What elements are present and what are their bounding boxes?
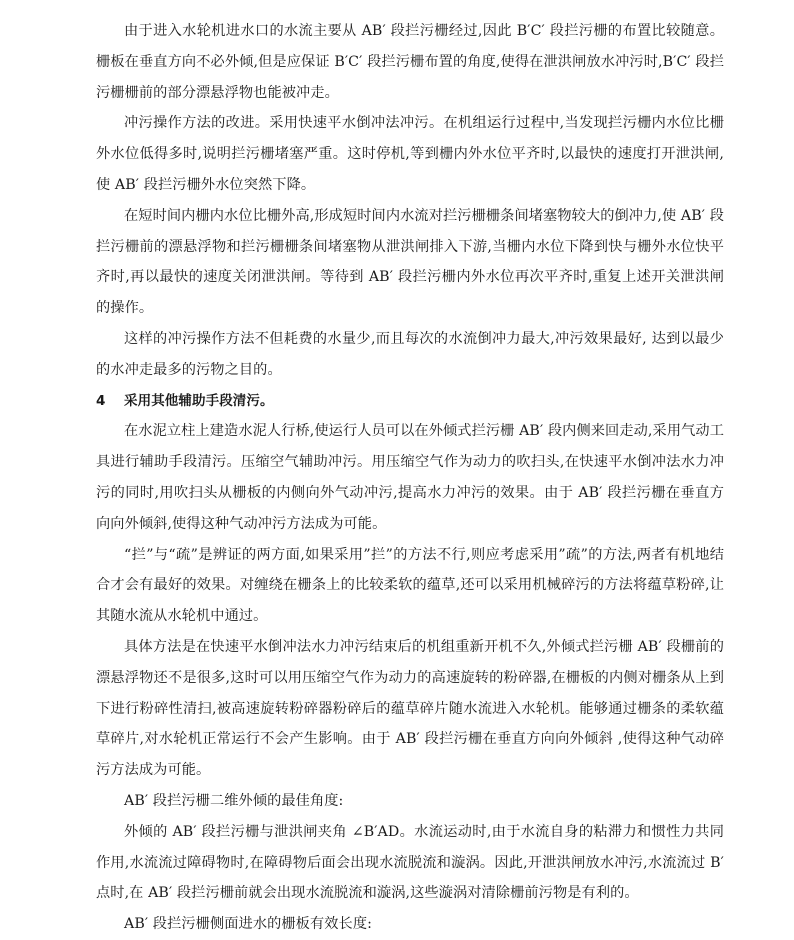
document-body (96, 0, 724, 940)
section-number: 4 (96, 392, 106, 409)
paragraph: 具体方法是在快速平水倒冲法水力冲污结束后的机组重新开机不久,外倾式拦污栅 AB′ 段栅前的漂悬浮物还不是很多,这时可以用压缩空气作为动力的高速旋转的粉碎器,在栅板的内侧对栅条从上到下进行粉碎性清扫,被高速旋转粉碎器粉碎后的蕴草碎片随水流进入水轮机。能够通过栅条的柔软蕴草碎片,对水轮机正常运行不会产生影响。由于 AB′ 段拦污栅在垂直方向向外倾斜 ,使得这种气动碎污方法成为可能。 (96, 638, 724, 779)
paragraph: 在短时间内栅内水位比栅外高,形成短时间内水流对拦污栅栅条间堵塞物较大的倒冲力,使 AB′ 段拦污栅前的漂悬浮物和拦污栅栅条间堵塞物从泄洪闸排入下游,当栅内水位下降到快与栅外水位快平齐时,再以最快的速度关闭泄洪闸。等待到 AB′ 段拦污栅内外水位再次平齐时,重复上述开关泄洪闸的操作。 (96, 207, 724, 317)
section-heading (96, 386, 724, 417)
paragraph: 这样的冲污操作方法不但耗费的水量少,而且每次的水流倒冲力最大,冲污效果最好, 达到以最少的水冲走最多的污物之目的。 (96, 330, 724, 378)
paragraph: AB′ 段拦污栅侧面进水的栅板有效长度: (124, 916, 372, 933)
paragraph: 冲污操作方法的改进。采用快速平水倒冲法冲污。在机组运行过程中,当发现拦污栅内水位比栅外水位低得多时,说明拦污栅堵塞严重。这时停机,等到栅内外水位平齐时,以最快的速度打开泄洪闸,使 AB′ 段拦污栅外水位突然下降。 (96, 115, 724, 193)
paragraph: 在水泥立柱上建造水泥人行桥,使运行人员可以在外倾式拦污栅 AB′ 段内侧来回走动,采用气动工具进行辅助手段清污。压缩空气辅助冲污。用压缩空气作为动力的吹扫头,在快速平水倒冲法水力冲污的同时,用吹扫头从栅板的内侧向外气动冲污,提高水力冲污的效果。由于 AB′ 段拦污栅在垂直方向向外倾斜,使得这种气动冲污方法成为可能。 (96, 423, 724, 532)
paragraph: “拦”与“疏”是辨证的两方面,如果采用”拦”的方法不行,则应考虑采用”疏”的方法,两者有机地结合才会有最好的效果。对缠绕在栅条上的比较柔软的蕴草,还可以采用机械碎污的方法将蕴草粉碎,让其随水流从水轮机中通过。 (96, 546, 724, 625)
paragraph: 外倾的 AB′ 段拦污栅与泄洪闸夹角 ∠B′AD。水流运动时,由于水流自身的粘滞力和惯性力共同作用,水流流过障碍物时,在障碍物后面会出现水流脱流和漩涡。因此,开泄洪闸放水冲污,水流流过 B′ 点时,在 AB′ 段拦污栅前就会出现水流脱流和漩涡,这些漩涡对清除栅前污物是有利的。 (96, 823, 724, 902)
paragraph: AB′ 段拦污栅二维外倾的最佳角度: (124, 792, 344, 809)
paragraph: 由于进入水轮机进水口的水流主要从 AB′ 段拦污栅经过,因此 B′C′ 段拦污栅的布置比较随意。栅板在垂直方向不必外倾,但是应保证 B′C′ 段拦污栅布置的角度,使得在泄洪闸放水冲污时,B′C′ 段拦污栅栅前的部分漂悬浮物也能被冲走。 (96, 23, 724, 101)
section-title: 采用其他辅助手段清污。 (124, 392, 274, 409)
